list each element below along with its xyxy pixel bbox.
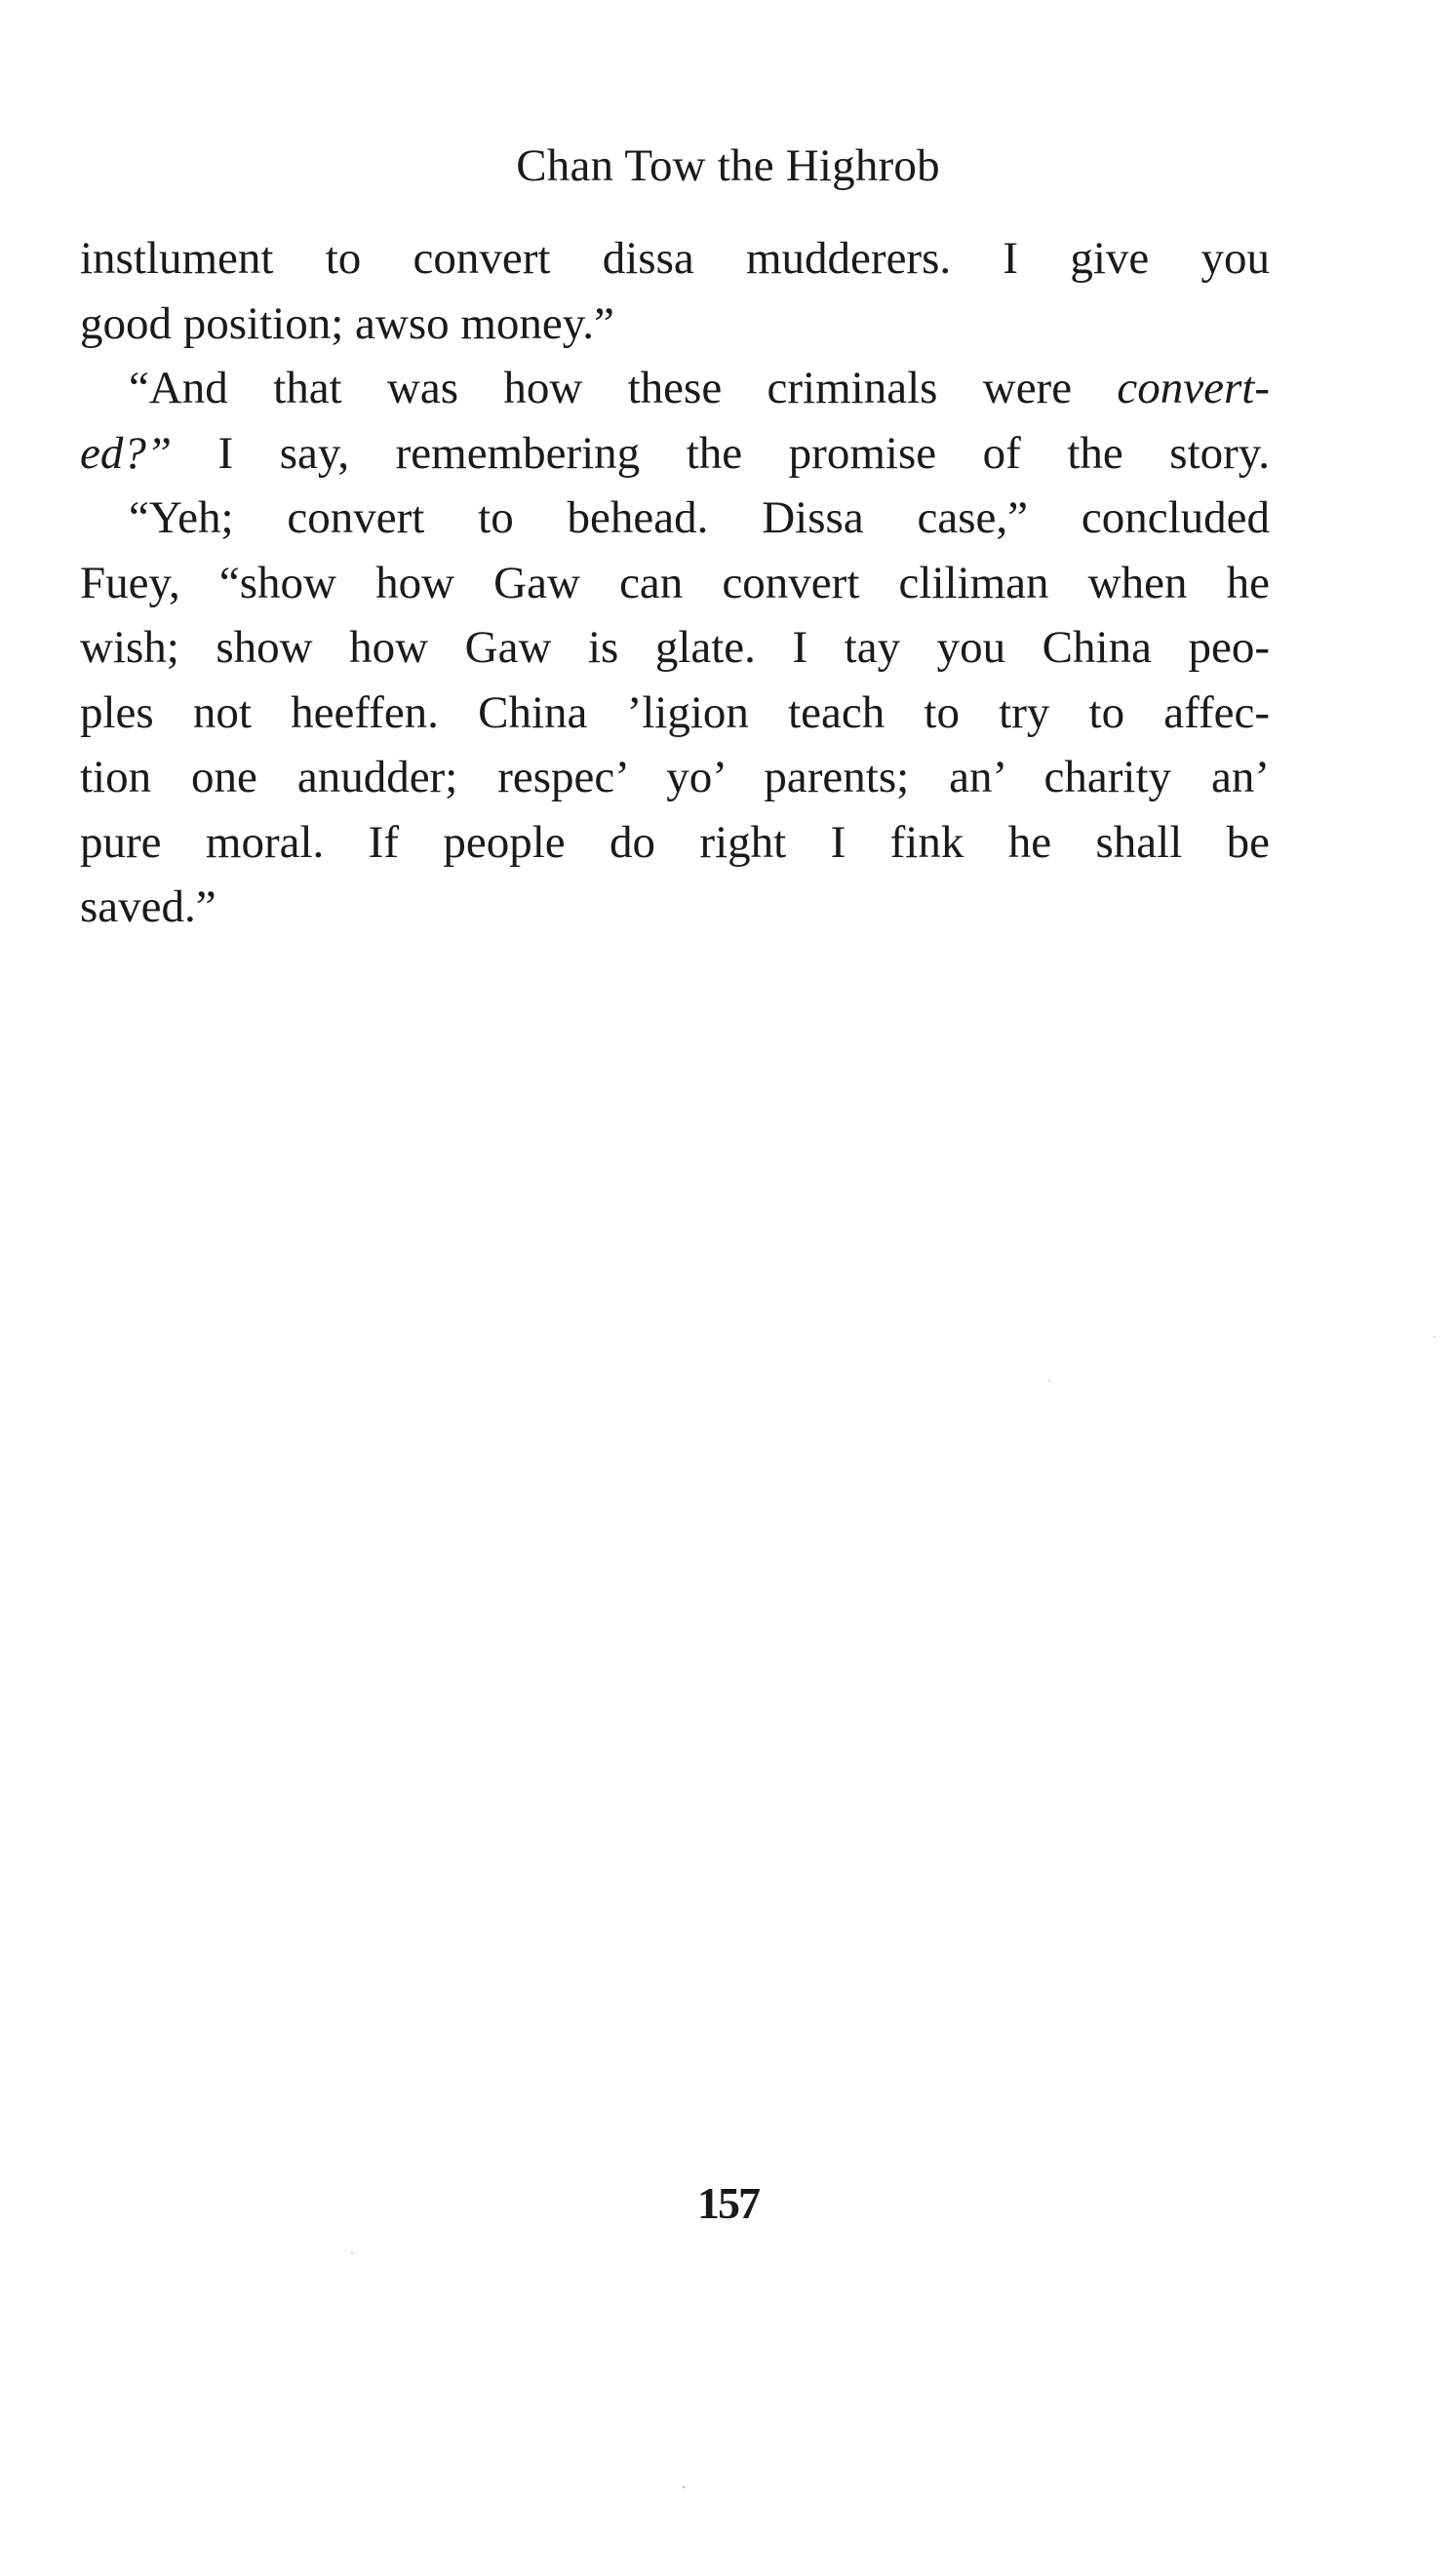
text-line: ples not heeffen. China ’ligion teach to try to affec- bbox=[80, 686, 1270, 738]
text-line: Fuey, “show how Gaw can convert cliliman when he bbox=[80, 557, 1270, 608]
text-line: “Yeh; convert to behead. Dissa case,” concluded bbox=[129, 492, 1270, 543]
text-fragment: I say, remembering the promise of the story. bbox=[172, 427, 1270, 479]
text-line: good position; awso money.” bbox=[80, 297, 614, 349]
text-line: tion one anudder; respec’ yo’ parents; an’ charity an’ bbox=[80, 752, 1270, 802]
scan-speck bbox=[1048, 1380, 1050, 1382]
italic-fragment: ed?” bbox=[80, 427, 172, 479]
text-line: pure moral. If people do right I fink he shall be bbox=[80, 816, 1270, 868]
scan-speck bbox=[351, 2252, 353, 2254]
text-line bbox=[80, 356, 1270, 421]
running-head: Chan Tow the Highrob bbox=[516, 140, 940, 191]
italic-fragment: convert- bbox=[1117, 363, 1270, 413]
body-text bbox=[80, 226, 1270, 940]
text-line bbox=[80, 421, 1270, 487]
text-line: saved.” bbox=[80, 881, 216, 932]
page-number: 157 bbox=[697, 2178, 759, 2228]
scan-speck bbox=[683, 2486, 685, 2488]
text-fragment: “And that was how these criminals were bbox=[129, 363, 1118, 413]
text-line: instlument to convert dissa mudderers. I give you bbox=[80, 233, 1270, 284]
text-line: wish; show how Gaw is glate. I tay you China peo- bbox=[80, 622, 1270, 673]
scan-speck bbox=[1434, 1336, 1436, 1338]
